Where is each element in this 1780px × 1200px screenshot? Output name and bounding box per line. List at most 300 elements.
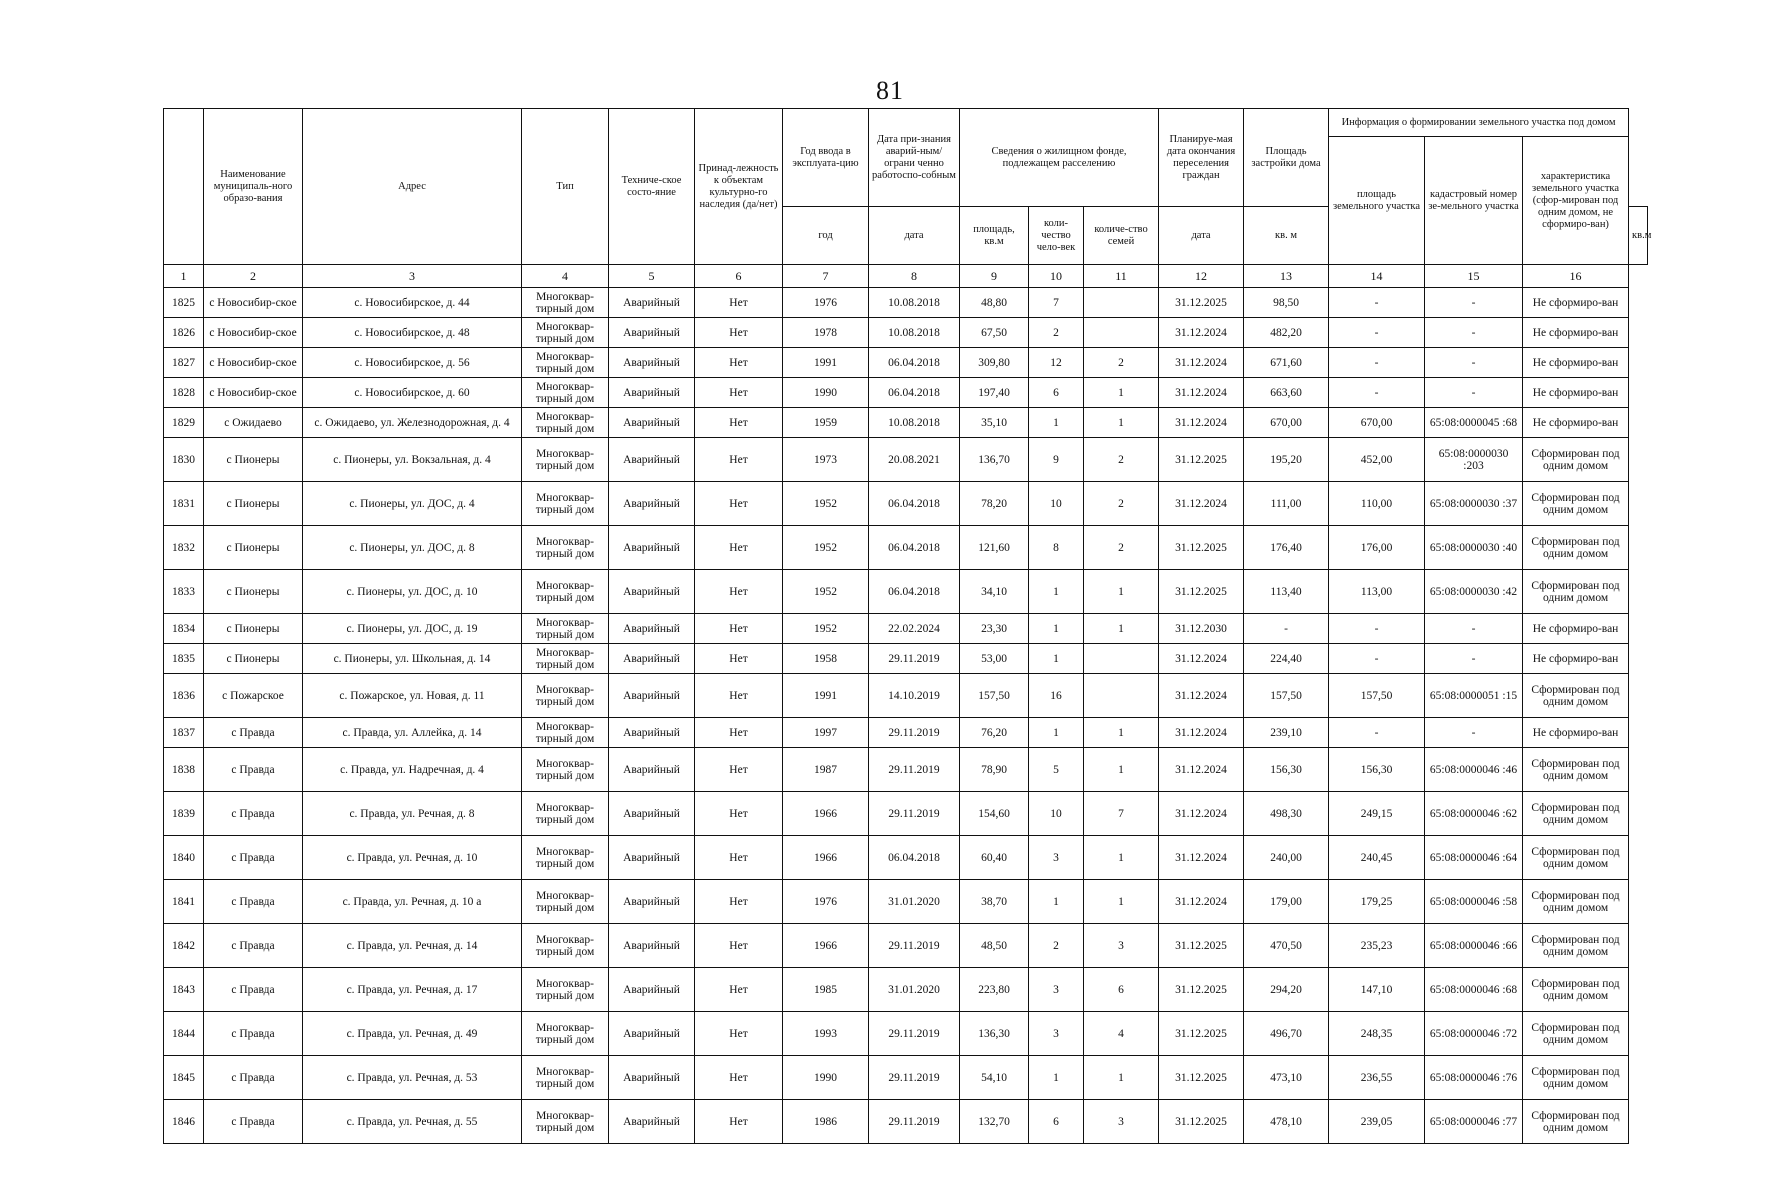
housing-area-cell: 121,60 bbox=[960, 526, 1029, 570]
family-count-cell: 1 bbox=[1084, 748, 1159, 792]
year-cell: 1987 bbox=[783, 748, 869, 792]
housing-area-cell: 223,80 bbox=[960, 968, 1029, 1012]
land-area-cell: - bbox=[1329, 644, 1425, 674]
housing-area-cell: 309,80 bbox=[960, 348, 1029, 378]
heritage-cell: Нет bbox=[695, 378, 783, 408]
type-cell: Многоквар-тирный дом bbox=[522, 570, 609, 614]
municipality-cell: с Правда bbox=[204, 924, 303, 968]
built-area-cell: 157,50 bbox=[1244, 674, 1329, 718]
address-cell: с. Правда, ул. Речная, д. 8 bbox=[303, 792, 522, 836]
heritage-cell: Нет bbox=[695, 748, 783, 792]
type-cell: Многоквар-тирный дом bbox=[522, 674, 609, 718]
row-number-cell: 1826 bbox=[164, 318, 204, 348]
heritage-cell: Нет bbox=[695, 644, 783, 674]
family-count-cell: 2 bbox=[1084, 526, 1159, 570]
row-number-cell: 1838 bbox=[164, 748, 204, 792]
tech-state-cell: Аварийный bbox=[609, 482, 695, 526]
table-row bbox=[164, 968, 1648, 1012]
housing-area-cell: 48,80 bbox=[960, 288, 1029, 318]
header-heritage: Принад-лежность к объектам культурно-го наследия (да/нет) bbox=[695, 109, 783, 265]
planned-date-cell: 31.12.2024 bbox=[1159, 408, 1244, 438]
year-cell: 1966 bbox=[783, 924, 869, 968]
column-number: 7 bbox=[783, 265, 869, 288]
cadastral-number-cell: 65:08:0000051 :15 bbox=[1425, 674, 1523, 718]
tech-state-cell: Аварийный bbox=[609, 1012, 695, 1056]
header-address: Адрес bbox=[303, 109, 522, 265]
row-number-cell: 1840 bbox=[164, 836, 204, 880]
municipality-cell: с Правда bbox=[204, 748, 303, 792]
row-number-cell: 1831 bbox=[164, 482, 204, 526]
address-cell: с. Правда, ул. Речная, д. 17 bbox=[303, 968, 522, 1012]
type-cell: Многоквар-тирный дом bbox=[522, 1012, 609, 1056]
column-number: 11 bbox=[1084, 265, 1159, 288]
built-area-cell: 240,00 bbox=[1244, 836, 1329, 880]
address-cell: с. Пионеры, ул. ДОС, д. 10 bbox=[303, 570, 522, 614]
address-cell: с. Новосибирское, д. 44 bbox=[303, 288, 522, 318]
housing-area-cell: 78,20 bbox=[960, 482, 1029, 526]
planned-date-cell: 31.12.2024 bbox=[1159, 318, 1244, 348]
header-built-area-group: Площадь застройки дома bbox=[1244, 109, 1329, 207]
housing-area-cell: 60,40 bbox=[960, 836, 1029, 880]
heritage-cell: Нет bbox=[695, 438, 783, 482]
land-characteristic-cell: Сформирован под одним домом bbox=[1523, 1012, 1629, 1056]
built-area-cell: 224,40 bbox=[1244, 644, 1329, 674]
planned-date-cell: 31.12.2025 bbox=[1159, 1012, 1244, 1056]
recognition-date-cell: 10.08.2018 bbox=[869, 408, 960, 438]
tech-state-cell: Аварийный bbox=[609, 348, 695, 378]
address-cell: с. Новосибирское, д. 60 bbox=[303, 378, 522, 408]
land-characteristic-cell: Не сформиро-ван bbox=[1523, 718, 1629, 748]
recognition-date-cell: 29.11.2019 bbox=[869, 1056, 960, 1100]
land-area-cell: - bbox=[1329, 288, 1425, 318]
type-cell: Многоквар-тирный дом bbox=[522, 924, 609, 968]
year-cell: 1966 bbox=[783, 836, 869, 880]
recognition-date-cell: 10.08.2018 bbox=[869, 288, 960, 318]
family-count-cell: 2 bbox=[1084, 438, 1159, 482]
people-count-cell: 1 bbox=[1029, 570, 1084, 614]
column-number: 14 bbox=[1329, 265, 1425, 288]
municipality-cell: с Правда bbox=[204, 1100, 303, 1144]
people-count-cell: 1 bbox=[1029, 644, 1084, 674]
people-count-cell: 3 bbox=[1029, 1012, 1084, 1056]
year-cell: 1978 bbox=[783, 318, 869, 348]
municipality-cell: с Пионеры bbox=[204, 482, 303, 526]
row-number-cell: 1827 bbox=[164, 348, 204, 378]
row-number-cell: 1829 bbox=[164, 408, 204, 438]
land-characteristic-cell: Не сформиро-ван bbox=[1523, 614, 1629, 644]
housing-area-cell: 136,70 bbox=[960, 438, 1029, 482]
table-row bbox=[164, 880, 1648, 924]
built-area-cell: 113,40 bbox=[1244, 570, 1329, 614]
header-tech-state: Техниче-ское состо-яние bbox=[609, 109, 695, 265]
type-cell: Многоквар-тирный дом bbox=[522, 614, 609, 644]
tech-state-cell: Аварийный bbox=[609, 792, 695, 836]
tech-state-cell: Аварийный bbox=[609, 378, 695, 408]
header-land-group: Информация о формировании земельного участка под домом bbox=[1329, 109, 1629, 137]
table-row bbox=[164, 570, 1648, 614]
family-count-cell: 1 bbox=[1084, 570, 1159, 614]
cadastral-number-cell: 65:08:0000030 :40 bbox=[1425, 526, 1523, 570]
year-cell: 1958 bbox=[783, 644, 869, 674]
column-number: 15 bbox=[1425, 265, 1523, 288]
column-number: 12 bbox=[1159, 265, 1244, 288]
header-built-sub: кв. м bbox=[1244, 207, 1329, 265]
land-characteristic-cell: Сформирован под одним домом bbox=[1523, 968, 1629, 1012]
address-cell: с. Пионеры, ул. ДОС, д. 19 bbox=[303, 614, 522, 644]
people-count-cell: 10 bbox=[1029, 792, 1084, 836]
built-area-cell: 478,10 bbox=[1244, 1100, 1329, 1144]
column-number: 6 bbox=[695, 265, 783, 288]
row-number-cell: 1833 bbox=[164, 570, 204, 614]
land-area-cell: 235,23 bbox=[1329, 924, 1425, 968]
table-row bbox=[164, 924, 1648, 968]
land-area-cell: 147,10 bbox=[1329, 968, 1425, 1012]
row-number-cell: 1841 bbox=[164, 880, 204, 924]
family-count-cell: 3 bbox=[1084, 924, 1159, 968]
land-characteristic-cell: Не сформиро-ван bbox=[1523, 644, 1629, 674]
address-cell: с. Правда, ул. Речная, д. 55 bbox=[303, 1100, 522, 1144]
municipality-cell: с Правда bbox=[204, 1012, 303, 1056]
tech-state-cell: Аварийный bbox=[609, 880, 695, 924]
built-area-cell: 670,00 bbox=[1244, 408, 1329, 438]
planned-date-cell: 31.12.2024 bbox=[1159, 836, 1244, 880]
cadastral-number-cell: - bbox=[1425, 614, 1523, 644]
table-row bbox=[164, 644, 1648, 674]
type-cell: Многоквар-тирный дом bbox=[522, 792, 609, 836]
recognition-date-cell: 10.08.2018 bbox=[869, 318, 960, 348]
recognition-date-cell: 29.11.2019 bbox=[869, 924, 960, 968]
land-area-cell: 240,45 bbox=[1329, 836, 1425, 880]
address-cell: с. Правда, ул. Речная, д. 10 bbox=[303, 836, 522, 880]
year-cell: 1990 bbox=[783, 1056, 869, 1100]
recognition-date-cell: 29.11.2019 bbox=[869, 1012, 960, 1056]
recognition-date-cell: 22.02.2024 bbox=[869, 614, 960, 644]
header-row-number bbox=[164, 109, 204, 265]
header-mo: Наименование муниципаль-ного образо-вания bbox=[204, 109, 303, 265]
housing-area-cell: 54,10 bbox=[960, 1056, 1029, 1100]
land-characteristic-cell: Сформирован под одним домом bbox=[1523, 1100, 1629, 1144]
tech-state-cell: Аварийный bbox=[609, 288, 695, 318]
family-count-cell bbox=[1084, 318, 1159, 348]
people-count-cell: 7 bbox=[1029, 288, 1084, 318]
people-count-cell: 12 bbox=[1029, 348, 1084, 378]
built-area-cell: 239,10 bbox=[1244, 718, 1329, 748]
address-cell: с. Ожидаево, ул. Железнодорожная, д. 4 bbox=[303, 408, 522, 438]
land-area-cell: 452,00 bbox=[1329, 438, 1425, 482]
built-area-cell: 498,30 bbox=[1244, 792, 1329, 836]
people-count-cell: 16 bbox=[1029, 674, 1084, 718]
municipality-cell: с Пионеры bbox=[204, 614, 303, 644]
type-cell: Многоквар-тирный дом bbox=[522, 482, 609, 526]
land-characteristic-cell: Сформирован под одним домом bbox=[1523, 438, 1629, 482]
land-characteristic-cell: Сформирован под одним домом bbox=[1523, 792, 1629, 836]
people-count-cell: 2 bbox=[1029, 318, 1084, 348]
land-characteristic-cell: Сформирован под одним домом bbox=[1523, 674, 1629, 718]
header-date-group: Дата при-знания аварий-ным/ограни ченно работоспо-собным bbox=[869, 109, 960, 207]
address-cell: с. Пионеры, ул. ДОС, д. 4 bbox=[303, 482, 522, 526]
planned-date-cell: 31.12.2030 bbox=[1159, 614, 1244, 644]
address-cell: с. Пионеры, ул. Школьная, д. 14 bbox=[303, 644, 522, 674]
planned-date-cell: 31.12.2025 bbox=[1159, 288, 1244, 318]
year-cell: 1991 bbox=[783, 348, 869, 378]
tech-state-cell: Аварийный bbox=[609, 644, 695, 674]
family-count-cell: 1 bbox=[1084, 1056, 1159, 1100]
housing-register-table bbox=[163, 108, 1652, 1144]
row-number-cell: 1837 bbox=[164, 718, 204, 748]
land-characteristic-cell: Не сформиро-ван bbox=[1523, 288, 1629, 318]
table-row bbox=[164, 408, 1648, 438]
land-area-cell: 157,50 bbox=[1329, 674, 1425, 718]
land-area-cell: 113,00 bbox=[1329, 570, 1425, 614]
planned-date-cell: 31.12.2025 bbox=[1159, 570, 1244, 614]
built-area-cell: 470,50 bbox=[1244, 924, 1329, 968]
municipality-cell: с Пионеры bbox=[204, 570, 303, 614]
housing-area-cell: 132,70 bbox=[960, 1100, 1029, 1144]
recognition-date-cell: 06.04.2018 bbox=[869, 570, 960, 614]
table-row bbox=[164, 438, 1648, 482]
cadastral-number-cell: 65:08:0000046 :46 bbox=[1425, 748, 1523, 792]
header-people-sub: коли-чество чело-век bbox=[1029, 207, 1084, 265]
cadastral-number-cell: - bbox=[1425, 378, 1523, 408]
address-cell: с. Правда, ул. Речная, д. 49 bbox=[303, 1012, 522, 1056]
year-cell: 1976 bbox=[783, 880, 869, 924]
cadastral-number-cell: 65:08:0000030 :37 bbox=[1425, 482, 1523, 526]
people-count-cell: 10 bbox=[1029, 482, 1084, 526]
year-cell: 1973 bbox=[783, 438, 869, 482]
recognition-date-cell: 31.01.2020 bbox=[869, 968, 960, 1012]
housing-area-cell: 157,50 bbox=[960, 674, 1029, 718]
header-cadastral: кадастровый номер зе-мельного участка bbox=[1425, 137, 1523, 265]
built-area-cell: 496,70 bbox=[1244, 1012, 1329, 1056]
header-land-area: площадь земельного участка bbox=[1329, 137, 1425, 265]
cadastral-number-cell: - bbox=[1425, 644, 1523, 674]
recognition-date-cell: 06.04.2018 bbox=[869, 482, 960, 526]
family-count-cell: 2 bbox=[1084, 348, 1159, 378]
land-area-cell: 239,05 bbox=[1329, 1100, 1425, 1144]
built-area-cell: 473,10 bbox=[1244, 1056, 1329, 1100]
heritage-cell: Нет bbox=[695, 968, 783, 1012]
type-cell: Многоквар-тирный дом bbox=[522, 718, 609, 748]
planned-date-cell: 31.12.2024 bbox=[1159, 482, 1244, 526]
type-cell: Многоквар-тирный дом bbox=[522, 526, 609, 570]
table-row bbox=[164, 674, 1648, 718]
cadastral-number-cell: - bbox=[1425, 318, 1523, 348]
tech-state-cell: Аварийный bbox=[609, 836, 695, 880]
year-cell: 1990 bbox=[783, 378, 869, 408]
header-date-sub: дата bbox=[869, 207, 960, 265]
recognition-date-cell: 14.10.2019 bbox=[869, 674, 960, 718]
municipality-cell: с Новосибир-ское bbox=[204, 348, 303, 378]
cadastral-number-cell: 65:08:0000046 :72 bbox=[1425, 1012, 1523, 1056]
planned-date-cell: 31.12.2024 bbox=[1159, 348, 1244, 378]
cadastral-number-cell: 65:08:0000046 :77 bbox=[1425, 1100, 1523, 1144]
planned-date-cell: 31.12.2024 bbox=[1159, 792, 1244, 836]
land-characteristic-cell: Не сформиро-ван bbox=[1523, 408, 1629, 438]
land-characteristic-cell: Не сформиро-ван bbox=[1523, 348, 1629, 378]
municipality-cell: с Правда bbox=[204, 880, 303, 924]
housing-area-cell: 53,00 bbox=[960, 644, 1029, 674]
year-cell: 1991 bbox=[783, 674, 869, 718]
recognition-date-cell: 29.11.2019 bbox=[869, 718, 960, 748]
type-cell: Многоквар-тирный дом bbox=[522, 1100, 609, 1144]
land-area-cell: 249,15 bbox=[1329, 792, 1425, 836]
people-count-cell: 1 bbox=[1029, 1056, 1084, 1100]
type-cell: Многоквар-тирный дом bbox=[522, 378, 609, 408]
family-count-cell: 3 bbox=[1084, 1100, 1159, 1144]
year-cell: 1966 bbox=[783, 792, 869, 836]
row-number-cell: 1825 bbox=[164, 288, 204, 318]
housing-area-cell: 48,50 bbox=[960, 924, 1029, 968]
planned-date-cell: 31.12.2025 bbox=[1159, 438, 1244, 482]
column-number: 10 bbox=[1029, 265, 1084, 288]
heritage-cell: Нет bbox=[695, 836, 783, 880]
built-area-cell: 663,60 bbox=[1244, 378, 1329, 408]
heritage-cell: Нет bbox=[695, 318, 783, 348]
row-number-cell: 1842 bbox=[164, 924, 204, 968]
table-row bbox=[164, 836, 1648, 880]
row-number-cell: 1845 bbox=[164, 1056, 204, 1100]
year-cell: 1952 bbox=[783, 526, 869, 570]
heritage-cell: Нет bbox=[695, 792, 783, 836]
row-number-cell: 1839 bbox=[164, 792, 204, 836]
people-count-cell: 9 bbox=[1029, 438, 1084, 482]
land-characteristic-cell: Сформирован под одним домом bbox=[1523, 482, 1629, 526]
land-area-cell: 670,00 bbox=[1329, 408, 1425, 438]
tech-state-cell: Аварийный bbox=[609, 408, 695, 438]
built-area-cell: 111,00 bbox=[1244, 482, 1329, 526]
land-characteristic-cell: Не сформиро-ван bbox=[1523, 378, 1629, 408]
heritage-cell: Нет bbox=[695, 880, 783, 924]
municipality-cell: с Новосибир-ское bbox=[204, 318, 303, 348]
municipality-cell: с Правда bbox=[204, 836, 303, 880]
family-count-cell: 7 bbox=[1084, 792, 1159, 836]
heritage-cell: Нет bbox=[695, 718, 783, 748]
heritage-cell: Нет bbox=[695, 1100, 783, 1144]
header-type: Тип bbox=[522, 109, 609, 265]
row-number-cell: 1844 bbox=[164, 1012, 204, 1056]
land-area-cell: 110,00 bbox=[1329, 482, 1425, 526]
family-count-cell bbox=[1084, 288, 1159, 318]
people-count-cell: 6 bbox=[1029, 378, 1084, 408]
family-count-cell bbox=[1084, 674, 1159, 718]
header-year-group: Год ввода в эксплуата-цию bbox=[783, 109, 869, 207]
planned-date-cell: 31.12.2024 bbox=[1159, 748, 1244, 792]
tech-state-cell: Аварийный bbox=[609, 1100, 695, 1144]
planned-date-cell: 31.12.2024 bbox=[1159, 378, 1244, 408]
year-cell: 1993 bbox=[783, 1012, 869, 1056]
tech-state-cell: Аварийный bbox=[609, 748, 695, 792]
family-count-cell: 1 bbox=[1084, 378, 1159, 408]
row-number-cell: 1830 bbox=[164, 438, 204, 482]
heritage-cell: Нет bbox=[695, 408, 783, 438]
family-count-cell: 1 bbox=[1084, 614, 1159, 644]
family-count-cell: 6 bbox=[1084, 968, 1159, 1012]
type-cell: Многоквар-тирный дом bbox=[522, 880, 609, 924]
family-count-cell: 1 bbox=[1084, 408, 1159, 438]
municipality-cell: с Правда bbox=[204, 1056, 303, 1100]
row-number-cell: 1835 bbox=[164, 644, 204, 674]
planned-date-cell: 31.12.2024 bbox=[1159, 718, 1244, 748]
municipality-cell: с Правда bbox=[204, 718, 303, 748]
built-area-cell: 671,60 bbox=[1244, 348, 1329, 378]
land-area-cell: 248,35 bbox=[1329, 1012, 1425, 1056]
land-area-cell: 156,30 bbox=[1329, 748, 1425, 792]
table-row bbox=[164, 792, 1648, 836]
header-land-char: характеристика земельного участка (сфор-мирован под одним домом, не сформиро-ван) bbox=[1523, 137, 1629, 265]
planned-date-cell: 31.12.2025 bbox=[1159, 924, 1244, 968]
year-cell: 1959 bbox=[783, 408, 869, 438]
land-area-cell: 176,00 bbox=[1329, 526, 1425, 570]
cadastral-number-cell: 65:08:0000046 :66 bbox=[1425, 924, 1523, 968]
municipality-cell: с Новосибир-ское bbox=[204, 378, 303, 408]
cadastral-number-cell: - bbox=[1425, 348, 1523, 378]
table-row bbox=[164, 1100, 1648, 1144]
year-cell: 1952 bbox=[783, 570, 869, 614]
cadastral-number-cell: - bbox=[1425, 718, 1523, 748]
land-area-cell: 236,55 bbox=[1329, 1056, 1425, 1100]
type-cell: Многоквар-тирный дом bbox=[522, 836, 609, 880]
land-characteristic-cell: Сформирован под одним домом bbox=[1523, 526, 1629, 570]
built-area-cell: 195,20 bbox=[1244, 438, 1329, 482]
cadastral-number-cell: 65:08:0000046 :64 bbox=[1425, 836, 1523, 880]
year-cell: 1985 bbox=[783, 968, 869, 1012]
type-cell: Многоквар-тирный дом bbox=[522, 438, 609, 482]
cadastral-number-cell: 65:08:0000046 :62 bbox=[1425, 792, 1523, 836]
land-area-cell: - bbox=[1329, 614, 1425, 644]
cadastral-number-cell: 65:08:0000046 :76 bbox=[1425, 1056, 1523, 1100]
land-characteristic-cell: Сформирован под одним домом bbox=[1523, 1056, 1629, 1100]
tech-state-cell: Аварийный bbox=[609, 1056, 695, 1100]
address-cell: с. Новосибирское, д. 48 bbox=[303, 318, 522, 348]
recognition-date-cell: 29.11.2019 bbox=[869, 748, 960, 792]
recognition-date-cell: 29.11.2019 bbox=[869, 792, 960, 836]
municipality-cell: с Ожидаево bbox=[204, 408, 303, 438]
land-area-cell: - bbox=[1329, 348, 1425, 378]
land-characteristic-cell: Сформирован под одним домом bbox=[1523, 570, 1629, 614]
table-row bbox=[164, 348, 1648, 378]
housing-area-cell: 38,70 bbox=[960, 880, 1029, 924]
municipality-cell: с Пионеры bbox=[204, 438, 303, 482]
table-row bbox=[164, 482, 1648, 526]
planned-date-cell: 31.12.2024 bbox=[1159, 644, 1244, 674]
row-number-cell: 1846 bbox=[164, 1100, 204, 1144]
row-number-cell: 1828 bbox=[164, 378, 204, 408]
built-area-cell: 156,30 bbox=[1244, 748, 1329, 792]
housing-area-cell: 78,90 bbox=[960, 748, 1029, 792]
land-area-cell: - bbox=[1329, 378, 1425, 408]
land-characteristic-cell: Сформирован под одним домом bbox=[1523, 880, 1629, 924]
housing-area-cell: 35,10 bbox=[960, 408, 1029, 438]
heritage-cell: Нет bbox=[695, 614, 783, 644]
tech-state-cell: Аварийный bbox=[609, 968, 695, 1012]
recognition-date-cell: 29.11.2019 bbox=[869, 1100, 960, 1144]
land-characteristic-cell: Сформирован под одним домом bbox=[1523, 748, 1629, 792]
table-row bbox=[164, 526, 1648, 570]
year-cell: 1952 bbox=[783, 482, 869, 526]
row-number-cell: 1832 bbox=[164, 526, 204, 570]
people-count-cell: 1 bbox=[1029, 880, 1084, 924]
address-cell: с. Новосибирское, д. 56 bbox=[303, 348, 522, 378]
tech-state-cell: Аварийный bbox=[609, 614, 695, 644]
column-number: 3 bbox=[303, 265, 522, 288]
family-count-cell: 2 bbox=[1084, 482, 1159, 526]
people-count-cell: 8 bbox=[1029, 526, 1084, 570]
address-cell: с. Правда, ул. Аллейка, д. 14 bbox=[303, 718, 522, 748]
tech-state-cell: Аварийный bbox=[609, 674, 695, 718]
heritage-cell: Нет bbox=[695, 674, 783, 718]
people-count-cell: 1 bbox=[1029, 614, 1084, 644]
planned-date-cell: 31.12.2025 bbox=[1159, 968, 1244, 1012]
